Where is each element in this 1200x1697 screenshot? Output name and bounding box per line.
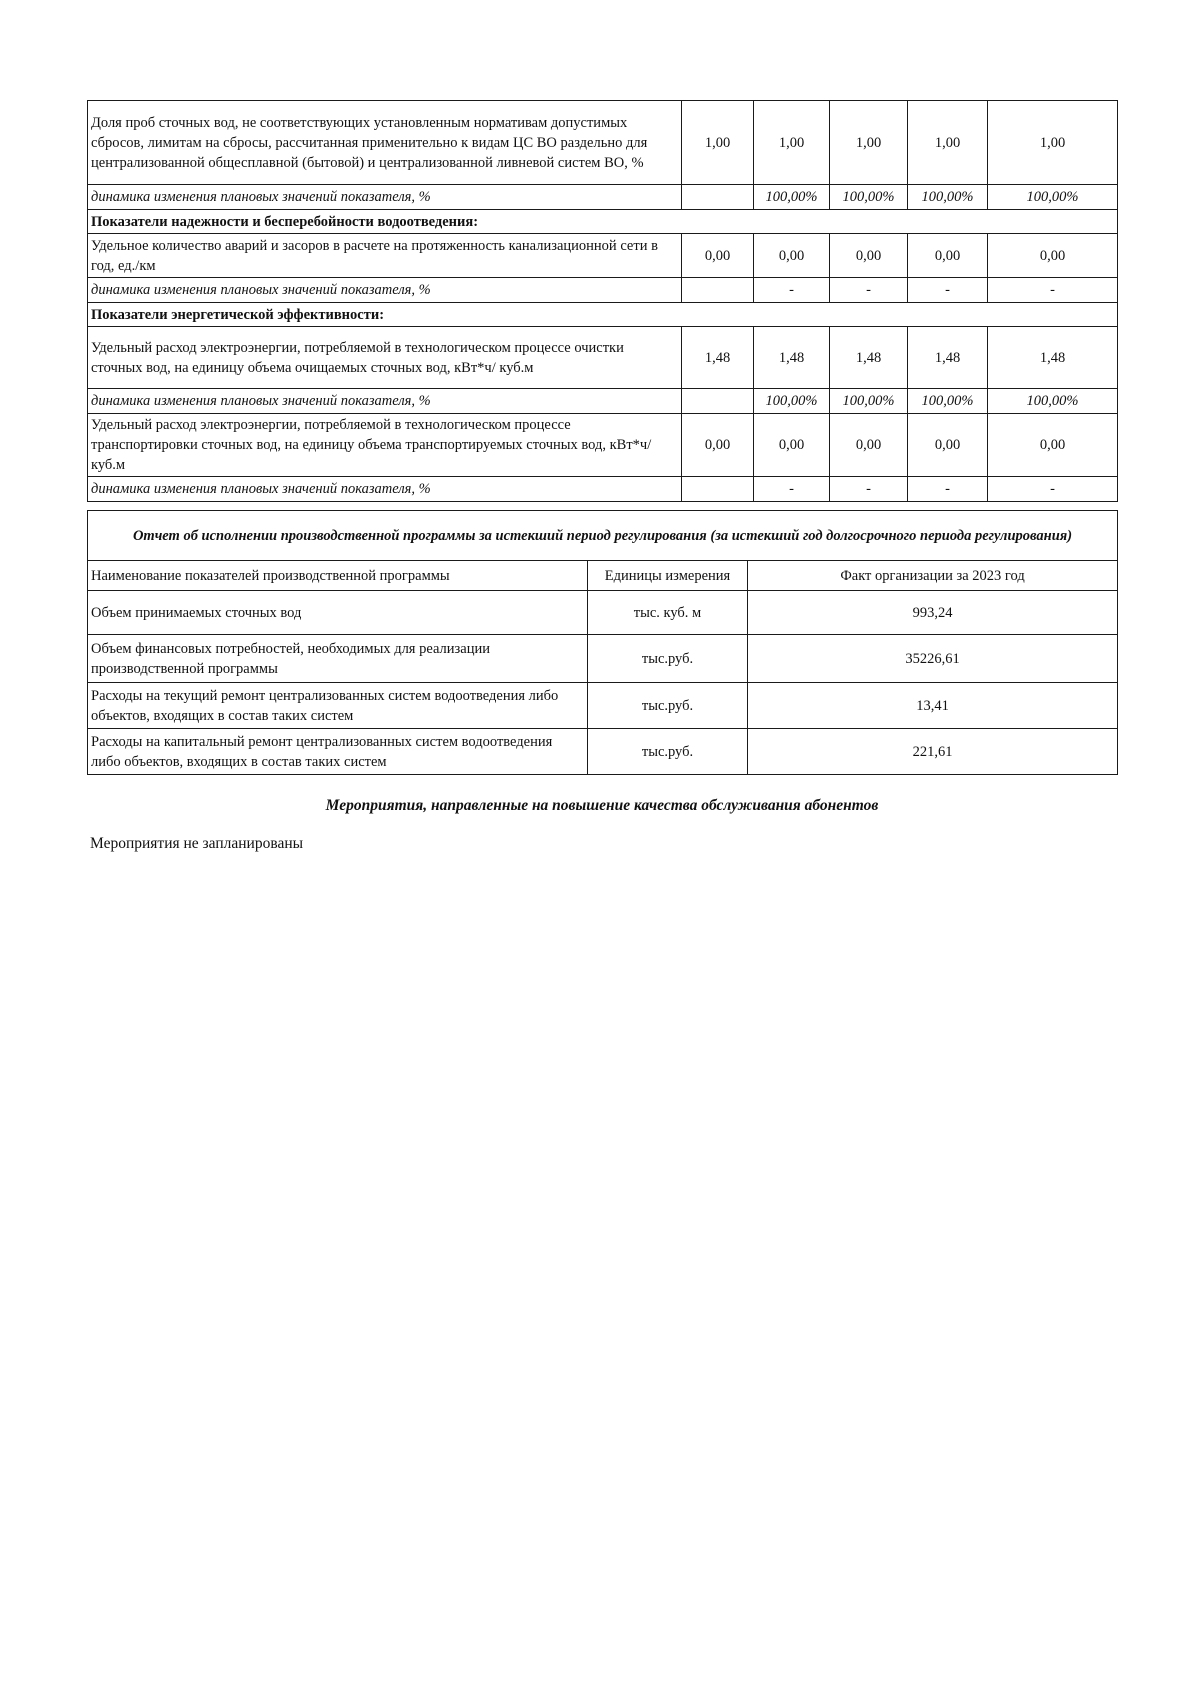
unit-cell: тыс. куб. м [588, 591, 748, 635]
value-cell: 0,00 [754, 234, 830, 278]
header-fact: Факт организации за 2023 год [748, 561, 1118, 591]
value-cell: 0,00 [754, 414, 830, 477]
value-cell: 0,00 [988, 414, 1118, 477]
section-header: Показатели надежности и бесперебойности водоотведения: [88, 210, 1118, 234]
table-row [88, 414, 1118, 477]
value-cell: - [830, 477, 908, 502]
dynamics-label: динамика изменения плановых значений показателя, % [88, 278, 682, 303]
unit-cell: тыс.руб. [588, 729, 748, 775]
table-row [88, 389, 1118, 414]
value-cell: 1,00 [908, 101, 988, 185]
value-cell: 1,00 [988, 101, 1118, 185]
value-cell: 1,48 [988, 327, 1118, 389]
value-cell: 1,48 [830, 327, 908, 389]
value-cell: 100,00% [908, 185, 988, 210]
table-row [88, 278, 1118, 303]
value-cell: - [830, 278, 908, 303]
indicator-name: Расходы на текущий ремонт централизованных систем водоотведения либо объектов, входящих в состав таких систем [88, 683, 588, 729]
measures-text: Мероприятия не запланированы [90, 835, 304, 852]
header-row [88, 561, 1118, 591]
value-cell: 1,48 [754, 327, 830, 389]
indicator-name: Объем финансовых потребностей, необходимых для реализации производственной программы [88, 635, 588, 683]
indicator-label: Доля проб сточных вод, не соответствующих установленным нормативам допустимых сбросов, лимитам на сбросы, рассчитанная применительно к видам ЦС ВО раздельно для централизованной общесплавной (бытовой) и централизованной ливневой систем ВО, % [88, 101, 682, 185]
unit-cell: тыс.руб. [588, 635, 748, 683]
table-row [88, 327, 1118, 389]
value-cell: 0,00 [682, 414, 754, 477]
value-cell: 0,00 [988, 234, 1118, 278]
value-cell: - [754, 278, 830, 303]
value-cell: 1,00 [682, 101, 754, 185]
indicator-label: Удельное количество аварий и засоров в расчете на протяженность канализационной сети в год, ед./км [88, 234, 682, 278]
value-cell: 100,00% [908, 389, 988, 414]
value-cell: 100,00% [830, 185, 908, 210]
indicators-table [87, 100, 1118, 502]
value-cell: 100,00% [988, 185, 1118, 210]
value-cell: 0,00 [830, 234, 908, 278]
report-title-row [88, 511, 1118, 561]
value-cell: 0,00 [908, 234, 988, 278]
fact-cell: 35226,61 [748, 635, 1118, 683]
value-cell: 100,00% [988, 389, 1118, 414]
value-cell: - [754, 477, 830, 502]
value-cell: - [908, 278, 988, 303]
value-cell [682, 477, 754, 502]
fact-cell: 993,24 [748, 591, 1118, 635]
value-cell [682, 278, 754, 303]
fact-cell: 221,61 [748, 729, 1118, 775]
indicator-label: Удельный расход электроэнергии, потребляемой в технологическом процессе транспортировки сточных вод, на единицу объема транспортируемых сточных вод, кВт*ч/ куб.м [88, 414, 682, 477]
value-cell: 1,48 [908, 327, 988, 389]
indicator-label: Удельный расход электроэнергии, потребляемой в технологическом процессе очистки сточных вод, на единицу объема очищаемых сточных вод, кВт*ч/ куб.м [88, 327, 682, 389]
table-row [88, 591, 1118, 635]
value-cell: 100,00% [830, 389, 908, 414]
header-name: Наименование показателей производственной программы [88, 561, 588, 591]
dynamics-label: динамика изменения плановых значений показателя, % [88, 477, 682, 502]
dynamics-label: динамика изменения плановых значений показателя, % [88, 389, 682, 414]
table-row [88, 729, 1118, 775]
section-header: Показатели энергетической эффективности: [88, 303, 1118, 327]
table-row [88, 635, 1118, 683]
value-cell: 0,00 [682, 234, 754, 278]
report-table [87, 510, 1118, 775]
table-row [88, 101, 1118, 185]
section-row [88, 210, 1118, 234]
value-cell: 1,48 [682, 327, 754, 389]
value-cell: 100,00% [754, 389, 830, 414]
value-cell: 0,00 [830, 414, 908, 477]
value-cell: - [988, 278, 1118, 303]
table-row [88, 477, 1118, 502]
value-cell: - [988, 477, 1118, 502]
header-unit: Единицы измерения [588, 561, 748, 591]
table-row [88, 234, 1118, 278]
value-cell: 1,00 [754, 101, 830, 185]
dynamics-label: динамика изменения плановых значений показателя, % [88, 185, 682, 210]
value-cell: - [908, 477, 988, 502]
value-cell [682, 185, 754, 210]
value-cell [682, 389, 754, 414]
table-row [88, 185, 1118, 210]
value-cell: 1,00 [830, 101, 908, 185]
value-cell: 0,00 [908, 414, 988, 477]
fact-cell: 13,41 [748, 683, 1118, 729]
value-cell: 100,00% [754, 185, 830, 210]
measures-title: Мероприятия, направленные на повышение качества обслуживания абонентов [325, 797, 879, 814]
indicator-name: Объем принимаемых сточных вод [88, 591, 588, 635]
section-row [88, 303, 1118, 327]
unit-cell: тыс.руб. [588, 683, 748, 729]
indicator-name: Расходы на капитальный ремонт централизованных систем водоотведения либо объектов, входящих в состав таких систем [88, 729, 588, 775]
report-title: Отчет об исполнении производственной программы за истекший период регулирования (за истекший год долгосрочного периода регулирования) [88, 511, 1118, 561]
table-row [88, 683, 1118, 729]
